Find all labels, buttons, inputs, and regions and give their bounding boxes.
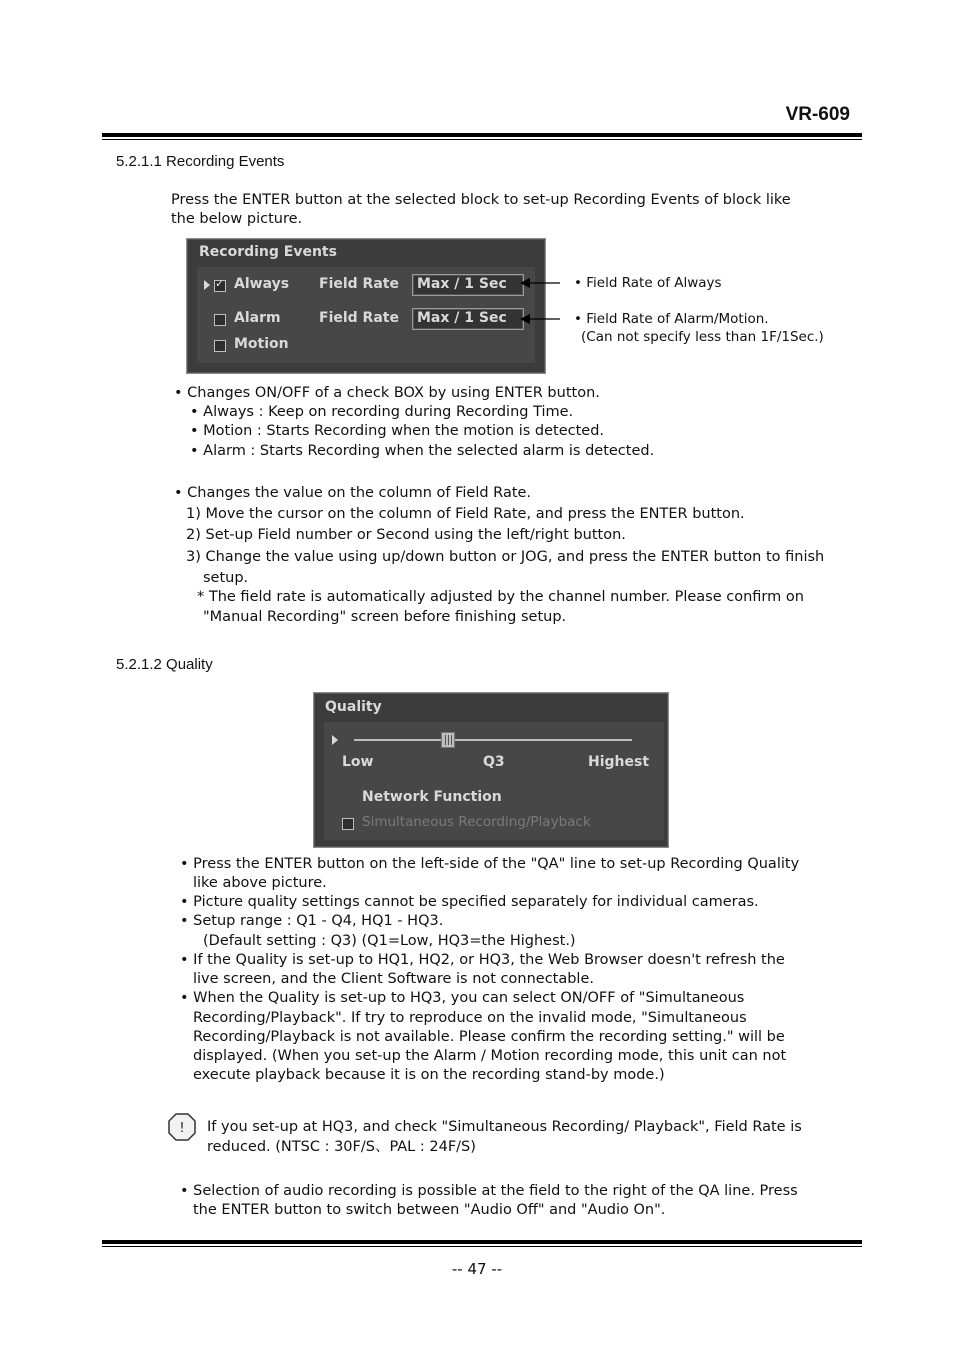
section-heading-quality: 5.2.1.2 Quality (116, 656, 213, 673)
body-line: • Changes the value on the column of Field Rate. (174, 485, 532, 501)
motion-checkbox[interactable] (214, 340, 226, 352)
arrow-left-icon (520, 278, 530, 288)
warning-icon (168, 1113, 196, 1141)
body-line: • Press the ENTER button on the left-side of the "QA" line to set-up Recording Quality (180, 856, 800, 872)
body-line: displayed. (When you set-up the Alarm / Motion recording mode, this unit can not (193, 1048, 787, 1064)
document-title: VR-609 (785, 104, 850, 125)
always-field-rate-value[interactable]: Max / 1 Sec (412, 274, 524, 296)
recording-events-panel (186, 238, 546, 374)
cursor-arrow-icon (204, 280, 210, 290)
body-line: • If the Quality is set-up to HQ1, HQ2, or HQ3, the Web Browser doesn't refresh the (180, 952, 785, 968)
always-label: Always (234, 276, 290, 292)
always-checkbox[interactable] (214, 277, 226, 292)
body-line: 3) Change the value using up/down button or JOG, and press the ENTER button to finish (186, 549, 825, 565)
body-line: • Changes ON/OFF of a check BOX by using ENTER button. (174, 385, 600, 401)
quality-highest-label: Highest (588, 754, 650, 770)
arrow-left-icon (520, 314, 530, 324)
quality-low-label: Low (342, 754, 374, 770)
note-field-rate-always: • Field Rate of Always (574, 275, 722, 291)
body-line: Recording/Playback". If try to reproduce on the invalid mode, "Simultaneous (193, 1010, 747, 1026)
cursor-arrow-icon (332, 735, 338, 745)
body-line: 2) Set-up Field number or Second using the left/right button. (186, 527, 626, 543)
warning-line-1: If you set-up at HQ3, and check "Simultaneous Recording/ Playback", Field Rate is (207, 1119, 802, 1135)
warning-icon-glyph: ! (179, 1121, 185, 1136)
alarm-field-rate-label: Field Rate (319, 310, 399, 326)
body-line: (Default setting : Q3) (Q1=Low, HQ3=the Highest.) (203, 933, 576, 949)
quality-slider-thumb[interactable] (441, 732, 455, 748)
checkmark-icon: ✓ (215, 277, 225, 290)
body-line: • Always : Keep on recording during Recording Time. (190, 404, 574, 420)
callout-arrows (520, 275, 565, 330)
body-line: setup. (203, 570, 249, 586)
alarm-label: Alarm (234, 310, 281, 326)
always-field-rate-label: Field Rate (319, 276, 399, 292)
footer-rule-thin (102, 1246, 862, 1247)
body-line: "Manual Recording" screen before finishing setup. (203, 609, 567, 625)
intro-line-1: Press the ENTER button at the selected block to set-up Recording Events of block like (171, 192, 791, 208)
simultaneous-checkbox[interactable] (342, 818, 354, 830)
note-field-rate-limit: (Can not specify less than 1F/1Sec.) (581, 329, 824, 345)
footer-rule (102, 1240, 862, 1244)
section-heading-recording-events: 5.2.1.1 Recording Events (116, 153, 285, 170)
motion-label: Motion (234, 336, 289, 352)
body-line: • Picture quality settings cannot be specified separately for individual cameras. (180, 894, 759, 910)
body-line: Recording/Playback is not available. Please confirm the recording setting." will be (193, 1029, 785, 1045)
note-field-rate-alarm: • Field Rate of Alarm/Motion. (574, 311, 769, 327)
page-number: -- 47 -- (451, 1260, 503, 1278)
alarm-field-rate-value[interactable]: Max / 1 Sec (412, 308, 524, 330)
body-line: * The field rate is automatically adjusted by the channel number. Please confirm on (197, 589, 804, 605)
intro-line-2: the below picture. (171, 211, 303, 227)
alarm-checkbox[interactable] (214, 314, 226, 326)
quality-slider-track[interactable] (354, 739, 632, 741)
header-rule-thin (102, 139, 862, 140)
panel-title: Recording Events (199, 244, 337, 260)
body-line: • Setup range : Q1 - Q4, HQ1 - HQ3. (180, 913, 444, 929)
audio-line-1: • Selection of audio recording is possible at the field to the right of the QA line. Press (180, 1183, 798, 1199)
body-line: like above picture. (193, 875, 327, 891)
quality-current-label: Q3 (483, 754, 505, 770)
simultaneous-recording-label: Simultaneous Recording/Playback (362, 814, 591, 830)
body-line: live screen, and the Client Software is not connectable. (193, 971, 594, 987)
panel-title: Quality (325, 699, 382, 715)
quality-panel (313, 692, 669, 848)
header-rule (102, 133, 862, 137)
body-line: • When the Quality is set-up to HQ3, you can select ON/OFF of "Simultaneous (180, 990, 745, 1006)
body-line: • Alarm : Starts Recording when the selected alarm is detected. (190, 443, 655, 459)
body-line: execute playback because it is on the recording stand-by mode.) (193, 1067, 665, 1083)
audio-line-2: the ENTER button to switch between "Audio Off" and "Audio On". (193, 1202, 666, 1218)
network-function-label: Network Function (362, 789, 502, 805)
body-line: 1) Move the cursor on the column of Field Rate, and press the ENTER button. (186, 506, 745, 522)
warning-line-2: reduced. (NTSC : 30F/S、PAL : 24F/S) (207, 1139, 476, 1155)
body-line: • Motion : Starts Recording when the motion is detected. (190, 423, 605, 439)
